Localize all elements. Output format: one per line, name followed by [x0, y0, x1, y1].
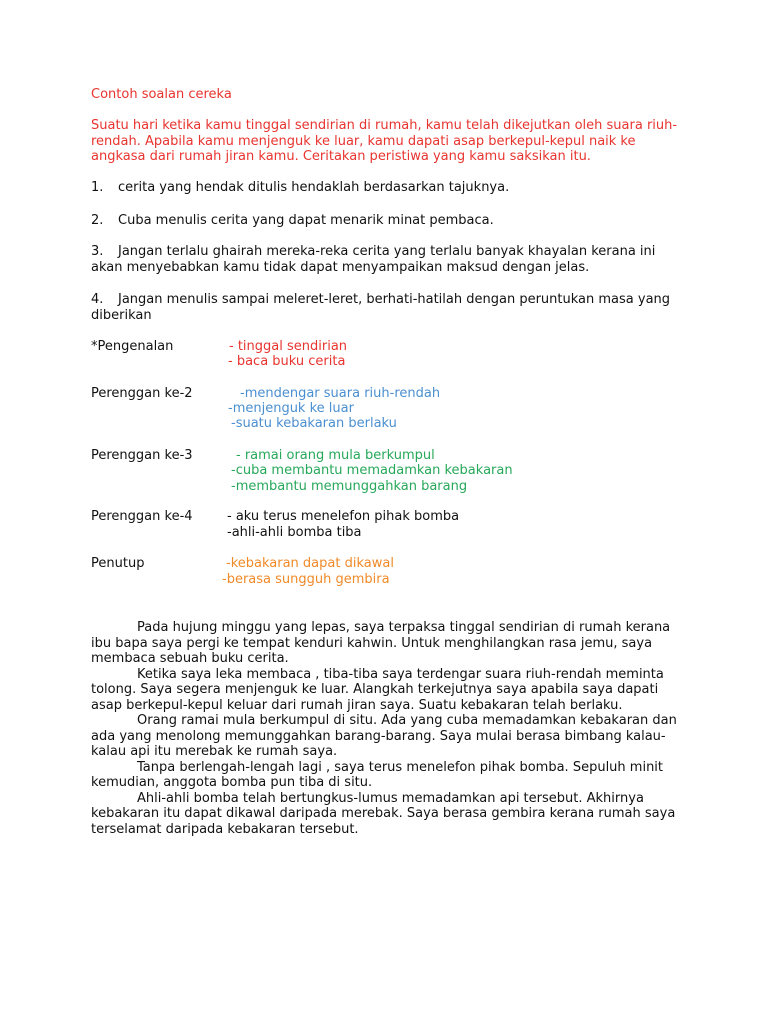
instruction-number: 1. [91, 180, 104, 195]
story-paragraph [91, 760, 681, 791]
instruction-text: Jangan menulis sampai meleret-leret, berhati-hatilah dengan peruntukan masa yang diberikan [91, 292, 671, 323]
instruction-number: 2. [91, 213, 104, 228]
outline-point: -berasa sungguh gembira [222, 572, 390, 587]
story-paragraph-text: Ketika saya leka membaca , tiba-tiba saya terdengar suara riuh-rendah meminta tolong. Saya segera menjenguk ke luar. Alangkah terkejutnya saya apabila saya dapati asap berkepul-kepul keluar dari rumah jiran saya. Suatu kebakaran telah berlaku. [91, 666, 664, 713]
story-paragraph [91, 713, 681, 760]
outline-point: -membantu memunggahkan barang [231, 479, 468, 494]
instruction-4 [91, 292, 681, 323]
instruction-number: 4. [91, 292, 104, 307]
outline-label-perenggan-4: Perenggan ke-4 [91, 509, 193, 524]
instruction-text: Jangan terlalu ghairah mereka-reka cerita yang terlalu banyak khayalan kerana ini akan menyebabkan kamu tidak dapat menyampaikan maksud dengan jelas. [91, 244, 656, 275]
instruction-number: 3. [91, 244, 104, 259]
instruction-3 [91, 244, 681, 275]
outline-label-perenggan-3: Perenggan ke-3 [91, 448, 193, 463]
outline-point: - tinggal sendirian [229, 339, 348, 354]
outline-point: -menjenguk ke luar [228, 401, 354, 416]
story-essay [91, 620, 681, 837]
story-paragraph-text: Tanpa berlengah-lengah lagi , saya terus menelefon pihak bomba. Sepuluh minit kemudian, anggota bomba pun tiba di situ. [91, 759, 664, 790]
story-paragraph-text: Orang ramai mula berkumpul di situ. Ada yang cuba memadamkan kebakaran dan ada yang menolong memunggahkan barang-barang. Saya mulai berasa bimbang kalau-kalau api itu merebak ke rumah saya. [91, 713, 677, 759]
instruction-2 [91, 213, 691, 229]
story-paragraph [91, 667, 681, 714]
story-paragraph-text: Ahli-ahli bomba telah bertungkus-lumus memadamkan api tersebut. Akhirnya kebakaran itu dapat dikawal daripada merebak. Saya berasa gembira kerana rumah saya terselamat daripada kebakaran tersebut. [91, 790, 676, 837]
outline-point: - baca buku cerita [228, 354, 346, 369]
outline-point: -ahli-ahli bomba tiba [227, 525, 362, 540]
instruction-text: cerita yang hendak ditulis hendaklah berdasarkan tajuknya. [118, 180, 510, 195]
outline-point: - aku terus menelefon pihak bomba [227, 509, 460, 524]
outline-point: -kebakaran dapat dikawal [226, 556, 394, 571]
outline-point: - ramai orang mula berkumpul [236, 448, 435, 463]
question-text: Suatu hari ketika kamu tinggal sendirian di rumah, kamu telah dikejutkan oleh suara riuh-rendah. Apabila kamu menjenguk ke luar, kamu dapati asap berkepul-kepul naik ke angkasa dari rumah jiran kamu. Ceritakan peristiwa yang kamu saksikan itu. [91, 118, 678, 164]
document-title: Contoh soalan cereka [91, 87, 232, 102]
instruction-1 [91, 180, 691, 196]
outline-label-pengenalan: *Pengenalan [91, 339, 174, 354]
outline-point: -mendengar suara riuh-rendah [240, 386, 441, 401]
outline-point: -suatu kebakaran berlaku [231, 416, 397, 431]
instruction-text: Cuba menulis cerita yang dapat menarik minat pembaca. [118, 213, 494, 228]
story-paragraph-text: Pada hujung minggu yang lepas, saya terpaksa tinggal sendirian di rumah kerana ibu bapa saya pergi ke tempat kenduri kahwin. Untuk menghilangkan rasa jemu, saya membaca sebuah buku cerita. [91, 620, 671, 666]
outline-label-penutup: Penutup [91, 556, 145, 571]
outline-point: -cuba membantu memadamkan kebakaran [231, 463, 513, 478]
story-paragraph [91, 620, 681, 667]
story-paragraph [91, 791, 681, 838]
outline-label-perenggan-2: Perenggan ke-2 [91, 386, 193, 401]
